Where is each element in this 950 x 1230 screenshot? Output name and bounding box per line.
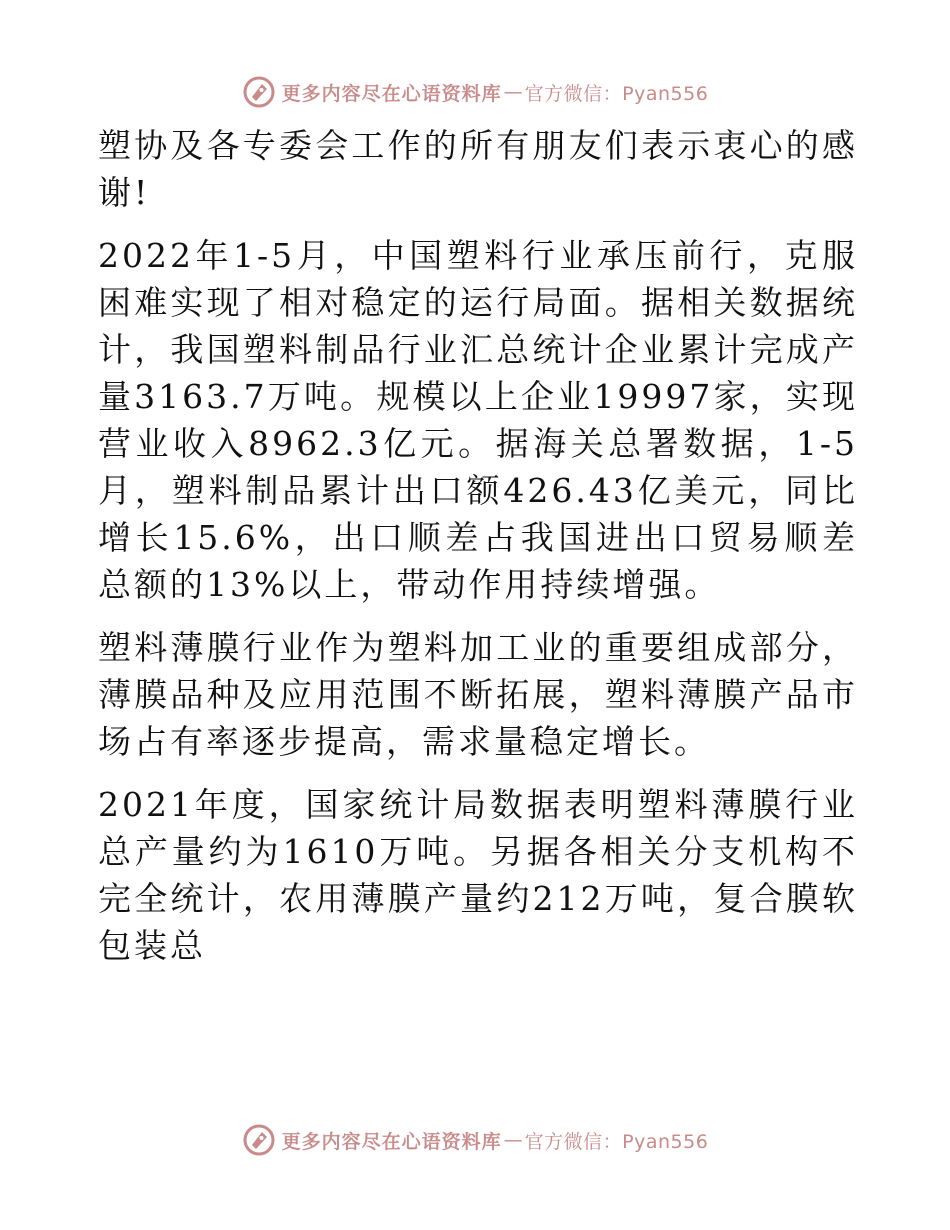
paragraph-1: 塑协及各专委会工作的所有朋友们表示衷心的感谢! (98, 126, 858, 212)
pen-nib-circle-icon (242, 75, 276, 109)
watermark-text: 更多内容尽在心语资料库 (281, 1130, 502, 1153)
pen-nib-circle-icon (242, 1123, 276, 1157)
watermark-contact: 官方微信：Pyan556 (524, 1130, 709, 1153)
watermark-separator: — (503, 1129, 523, 1151)
paragraph-3: 塑料薄膜行业作为塑料加工业的重要组成部分，薄膜品种及应用范围不断拓展，塑料薄膜产品市场占有率逐步提高，需求量稳定增长。 (98, 628, 858, 761)
watermark-contact: 官方微信：Pyan556 (524, 82, 709, 105)
footer-watermark (0, 1120, 950, 1160)
paragraph-4: 2021年度，国家统计局数据表明塑料薄膜行业总产量约为1610万吨。另据各相关分支机构不完全统计，农用薄膜产量约212万吨，复合膜软包装总 (98, 785, 858, 965)
header-watermark (0, 72, 950, 112)
watermark-separator: — (503, 81, 523, 103)
watermark-text: 更多内容尽在心语资料库 (281, 82, 502, 105)
document-body (98, 122, 858, 985)
paragraph-2: 2022年1-5月，中国塑料行业承压前行，克服困难实现了相对稳定的运行局面。据相关数据统计，我国塑料制品行业汇总统计企业累计完成产量3163.7万吨。规模以上企业19997家，实现营业收入8962.3亿元。据海关总署数据，1-5月，塑料制品累计出口额426.43亿美元，同比增长15.6%，出口顺差占我国进出口贸易顺差总额的13%以上，带动作用持续增强。 (98, 236, 858, 604)
